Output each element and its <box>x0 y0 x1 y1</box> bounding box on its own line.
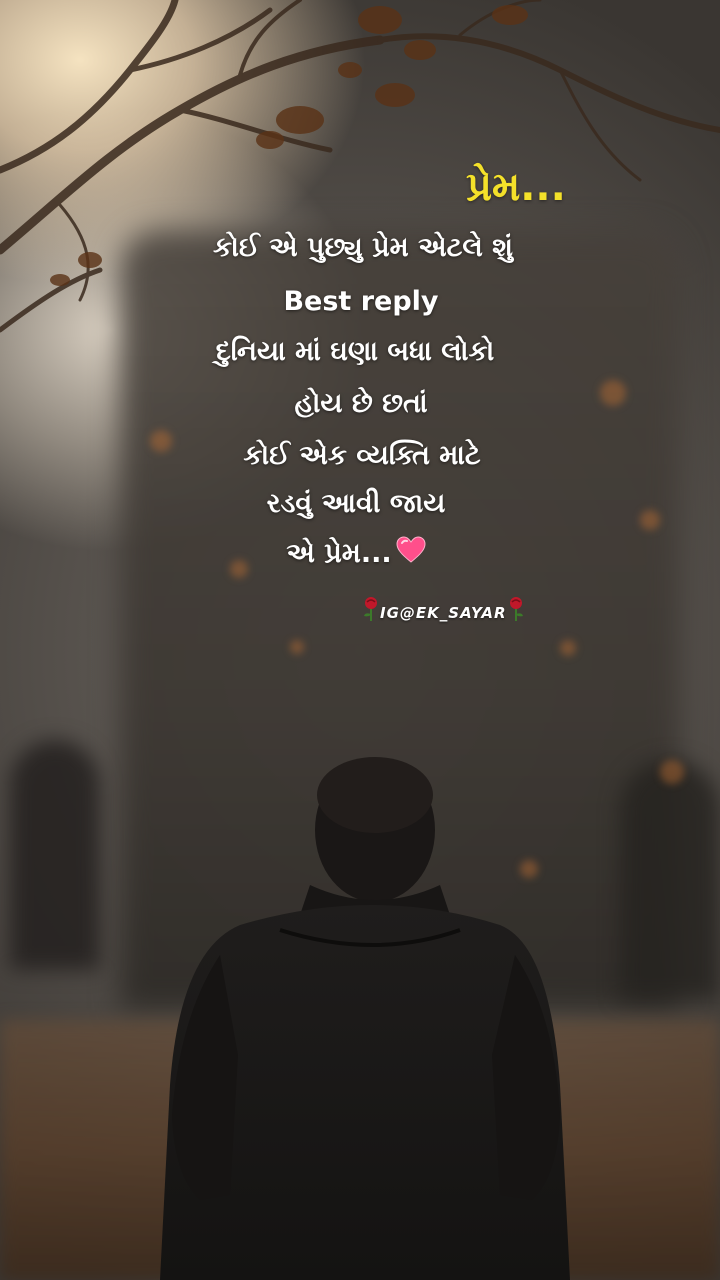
quote-line-5: કોઈ એક વ્યક્તિ માટે <box>243 440 481 471</box>
quote-line-6: રડવું આવી જાય <box>266 488 446 519</box>
quote-line-3: દુનિયા માં ઘણા બધા લોકો <box>215 336 495 367</box>
quote-line-2: Best reply <box>283 286 439 317</box>
rose-icon <box>507 596 525 626</box>
rose-icon <box>362 596 380 626</box>
quote-line-4: હોય છે છતાં <box>294 388 428 419</box>
credit-tag <box>362 596 525 626</box>
quote-title: પ્રેમ... <box>466 164 566 210</box>
quote-line-7-text: એ પ્રેમ... <box>286 538 392 569</box>
quote-line-7 <box>0 536 712 571</box>
quote-line-1: કોઈ એ પુછ્યુ પ્રેમ એટલે શું <box>213 232 513 263</box>
credit-text: IG@EK_SAYAR <box>380 604 507 622</box>
pink-heart-icon <box>396 536 426 571</box>
